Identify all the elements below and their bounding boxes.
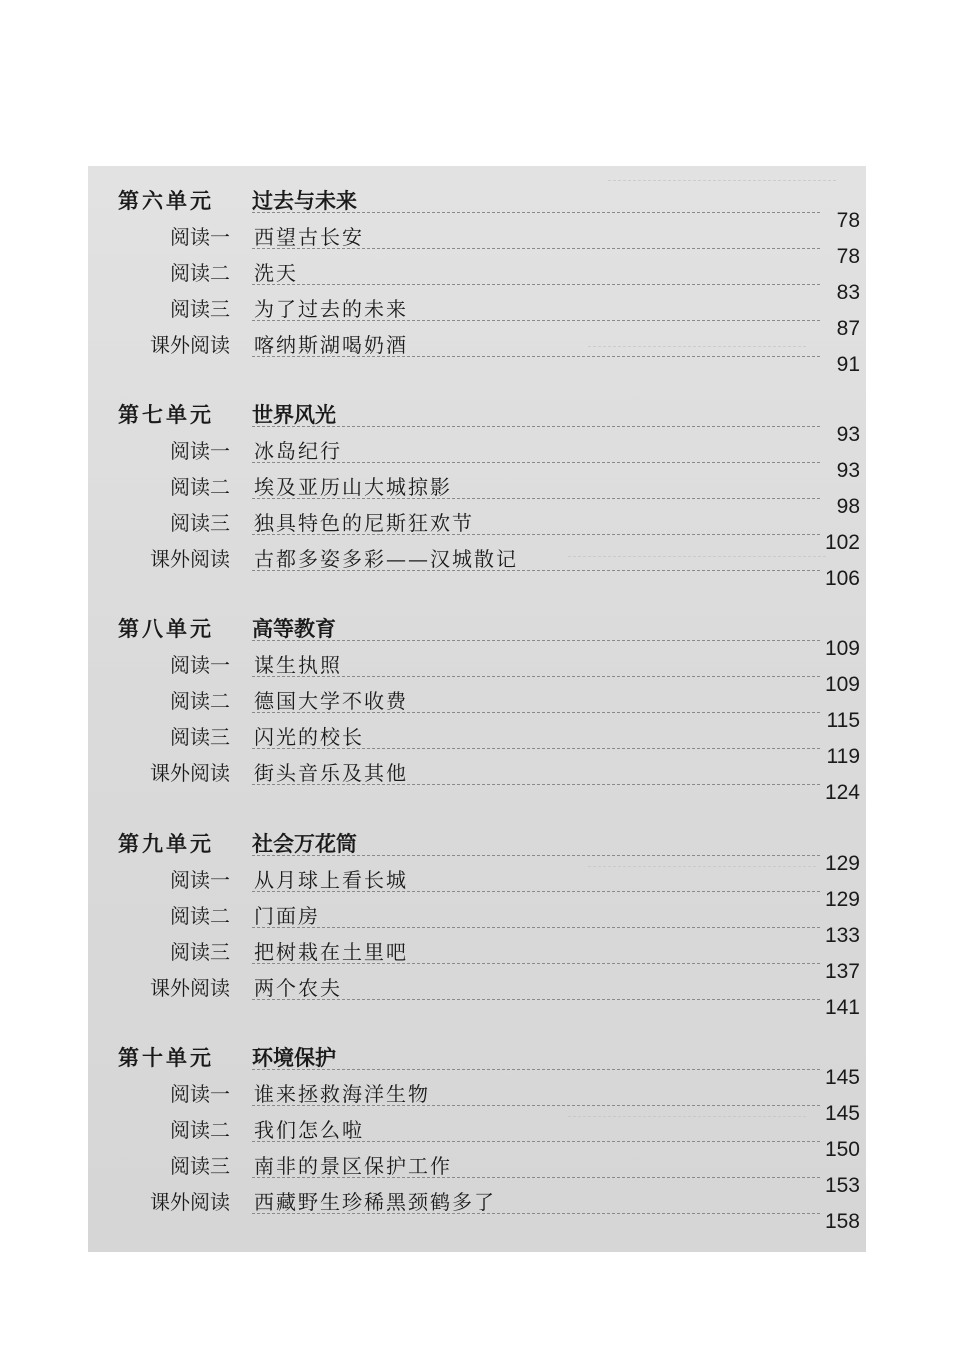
- list-item[interactable]: [88, 865, 866, 911]
- reading-title: 从月球上看长城: [254, 868, 408, 892]
- page-number: 137: [824, 960, 860, 983]
- reading-title: 谋生执照: [254, 653, 342, 677]
- list-item[interactable]: [88, 937, 866, 983]
- leader-dots: [252, 320, 820, 321]
- reading-title: 我们怎么啦: [254, 1118, 364, 1142]
- reading-title: 谁来拯救海洋生物: [254, 1082, 430, 1106]
- list-item[interactable]: [88, 973, 866, 1019]
- reading-title: 门面房: [254, 904, 320, 928]
- reading-label: 阅读三: [170, 725, 230, 749]
- page-number: 93: [836, 423, 860, 446]
- list-item[interactable]: [88, 650, 866, 696]
- reading-label: 阅读三: [170, 297, 230, 321]
- unit-heading[interactable]: [88, 1043, 866, 1089]
- leader-dots: [252, 784, 820, 785]
- unit-title: 过去与未来: [252, 189, 357, 213]
- unit-number: 第六单元: [118, 189, 214, 213]
- reading-label: 课外阅读: [150, 333, 230, 357]
- reading-label: 课外阅读: [150, 547, 230, 571]
- page-number: 129: [824, 852, 860, 875]
- page-number: 115: [826, 709, 860, 732]
- unit-heading[interactable]: [88, 829, 866, 875]
- leader-dots: [252, 927, 820, 928]
- reading-title: 两个农夫: [254, 976, 342, 1000]
- reading-title: 西望古长安: [254, 225, 364, 249]
- reading-title: 古都多姿多彩——汉城散记: [254, 547, 518, 571]
- leader-dots: [252, 963, 820, 964]
- reading-title: 洗天: [254, 261, 298, 285]
- page-number: 102: [824, 531, 860, 554]
- reading-label: 阅读一: [170, 868, 230, 892]
- list-item[interactable]: [88, 758, 866, 804]
- page-number: 78: [836, 209, 860, 232]
- leader-dots: [252, 748, 820, 749]
- reading-label: 阅读三: [170, 940, 230, 964]
- leader-dots: [252, 1069, 820, 1070]
- leader-dots: [252, 284, 820, 285]
- page-number: 119: [826, 745, 860, 768]
- leader-dots: [252, 891, 820, 892]
- leader-dots: [252, 1213, 820, 1214]
- reading-title: 为了过去的未来: [254, 297, 408, 321]
- page-number: 98: [836, 495, 860, 518]
- reading-label: 阅读二: [170, 261, 230, 285]
- reading-title: 独具特色的尼斯狂欢节: [254, 511, 474, 535]
- list-item[interactable]: [88, 472, 866, 518]
- unit-title: 社会万花筒: [252, 832, 357, 856]
- reading-label: 阅读二: [170, 689, 230, 713]
- leader-dots: [252, 712, 820, 713]
- reading-label: 阅读二: [170, 1118, 230, 1142]
- leader-dots: [252, 248, 820, 249]
- reading-title: 街头音乐及其他: [254, 761, 408, 785]
- unit-9: [88, 829, 866, 1019]
- list-item[interactable]: [88, 1187, 866, 1233]
- page-number: 109: [824, 637, 860, 660]
- reading-title: 德国大学不收费: [254, 689, 408, 713]
- leader-dots: [252, 640, 820, 641]
- reading-label: 阅读一: [170, 439, 230, 463]
- leader-dots: [252, 356, 820, 357]
- page-number: 145: [824, 1102, 860, 1125]
- page-number: 109: [824, 673, 860, 696]
- page-number: 78: [836, 245, 860, 268]
- unit-7: [88, 400, 866, 590]
- list-item[interactable]: [88, 722, 866, 768]
- leader-dots: [252, 1105, 820, 1106]
- reading-label: 课外阅读: [150, 976, 230, 1000]
- page-number: 158: [824, 1210, 860, 1233]
- leader-dots: [252, 534, 820, 535]
- list-item[interactable]: [88, 1079, 866, 1125]
- leader-dots: [252, 676, 820, 677]
- reading-label: 阅读二: [170, 475, 230, 499]
- list-item[interactable]: [88, 544, 866, 590]
- unit-number: 第九单元: [118, 832, 214, 856]
- reading-label: 阅读一: [170, 225, 230, 249]
- unit-number: 第八单元: [118, 617, 214, 641]
- list-item[interactable]: [88, 258, 866, 304]
- reading-title: 埃及亚历山大城掠影: [254, 475, 452, 499]
- unit-10: [88, 1043, 866, 1233]
- leader-dots: [252, 498, 820, 499]
- unit-heading[interactable]: [88, 186, 866, 232]
- unit-title: 世界风光: [252, 403, 336, 427]
- unit-heading[interactable]: [88, 400, 866, 446]
- page-number: 150: [824, 1138, 860, 1161]
- reading-label: 阅读三: [170, 511, 230, 535]
- reading-title: 把树栽在土里吧: [254, 940, 408, 964]
- page-number: 106: [824, 567, 860, 590]
- leader-dots: [252, 1141, 820, 1142]
- leader-dots: [252, 426, 820, 427]
- reading-title: 冰岛纪行: [254, 439, 342, 463]
- reading-title: 喀纳斯湖喝奶酒: [254, 333, 408, 357]
- leader-dots: [252, 999, 820, 1000]
- list-item[interactable]: [88, 330, 866, 376]
- list-item[interactable]: [88, 508, 866, 554]
- page-number: 133: [824, 924, 860, 947]
- page-number: 141: [824, 996, 860, 1019]
- reading-title: 西藏野生珍稀黑颈鹤多了: [254, 1190, 496, 1214]
- page-number: 83: [836, 281, 860, 304]
- page-number: 129: [824, 888, 860, 911]
- reading-title: 闪光的校长: [254, 725, 364, 749]
- page-number: 91: [836, 353, 860, 376]
- list-item[interactable]: [88, 436, 866, 482]
- page-number: 124: [824, 781, 860, 804]
- list-item[interactable]: [88, 1151, 866, 1197]
- reading-label: 阅读一: [170, 653, 230, 677]
- unit-number: 第七单元: [118, 403, 214, 427]
- reading-title: 南非的景区保护工作: [254, 1154, 452, 1178]
- list-item[interactable]: [88, 294, 866, 340]
- list-item[interactable]: [88, 901, 866, 947]
- unit-6: [88, 186, 866, 376]
- page-number: 153: [824, 1174, 860, 1197]
- reading-label: 阅读三: [170, 1154, 230, 1178]
- page-number: 145: [824, 1066, 860, 1089]
- list-item[interactable]: [88, 686, 866, 732]
- reading-label: 课外阅读: [150, 1190, 230, 1214]
- page-number: 93: [836, 459, 860, 482]
- reading-label: 课外阅读: [150, 761, 230, 785]
- list-item[interactable]: [88, 1115, 866, 1161]
- leader-dots: [252, 1177, 820, 1178]
- leader-dots: [252, 212, 820, 213]
- unit-title: 环境保护: [252, 1046, 336, 1070]
- table-of-contents: [88, 166, 866, 1252]
- reading-label: 阅读一: [170, 1082, 230, 1106]
- leader-dots: [252, 855, 820, 856]
- leader-dots: [252, 570, 820, 571]
- unit-8: [88, 614, 866, 804]
- unit-number: 第十单元: [118, 1046, 214, 1070]
- unit-heading[interactable]: [88, 614, 866, 660]
- leader-dots: [252, 462, 820, 463]
- page-number: 87: [836, 317, 860, 340]
- reading-label: 阅读二: [170, 904, 230, 928]
- unit-title: 高等教育: [252, 617, 336, 641]
- list-item[interactable]: [88, 222, 866, 268]
